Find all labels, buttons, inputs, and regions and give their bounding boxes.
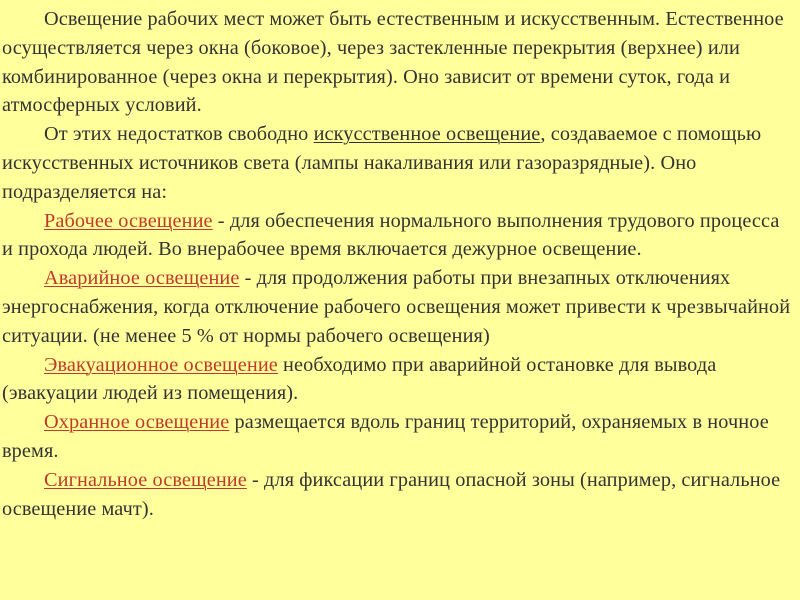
paragraph-text: необходимо при аварийной остановке для вывода (эвакуации людей из помещения). bbox=[2, 353, 717, 405]
paragraph-natural-lighting bbox=[2, 5, 794, 120]
paragraph-text: - для фиксации границ опасной зоны (например, сигнальное освещение мачт). bbox=[2, 468, 781, 520]
term-signal-lighting: Сигнальное освещение bbox=[44, 468, 247, 491]
term-evacuation-lighting: Эвакуационное освещение bbox=[44, 353, 278, 376]
paragraph-text: От этих недостатков свободно bbox=[44, 123, 314, 146]
term-working-lighting: Рабочее освещение bbox=[44, 209, 213, 232]
paragraph-text: - для обеспечения нормального выполнения трудового процесса и прохода людей. Во внерабочее время включается дежурное освещение. bbox=[2, 209, 780, 261]
paragraph-text: - для продолжения работы при внезапных отключениях энергоснабжения, когда отключение рабочего освещения может привести к чрезвычайной ситуации. (не менее 5 % от нормы рабочего освещения) bbox=[2, 267, 791, 347]
paragraph-text: размещается вдоль границ территорий, охраняемых в ночное время. bbox=[2, 411, 769, 462]
paragraph-text: Освещение рабочих мест может быть естественным и искусственным. Естественное осуществляется через окна (боковое), через застекленные перекрытия (верхнее) или комбинированное (через окна и перекрытия). Оно зависит от времени суток, года и атмосферных условий. bbox=[2, 8, 784, 117]
term-security-lighting: Охранное освещение bbox=[44, 411, 230, 434]
paragraph-text: , создаваемое с помощью искусственных источников света (лампы накаливания или газоразрядные). Оно подразделяется на: bbox=[2, 123, 762, 203]
paragraph-artificial-lighting bbox=[2, 120, 794, 206]
paragraph-security-lighting bbox=[2, 408, 794, 466]
slide-text-body bbox=[2, 5, 794, 523]
paragraph-evacuation-lighting bbox=[2, 351, 794, 409]
paragraph-working-lighting bbox=[2, 207, 794, 265]
paragraph-emergency-lighting bbox=[2, 264, 794, 350]
paragraph-signal-lighting bbox=[2, 466, 794, 524]
term-emergency-lighting: Аварийное освещение bbox=[44, 267, 240, 290]
term-artificial-lighting: искусственное освещение bbox=[313, 123, 541, 146]
